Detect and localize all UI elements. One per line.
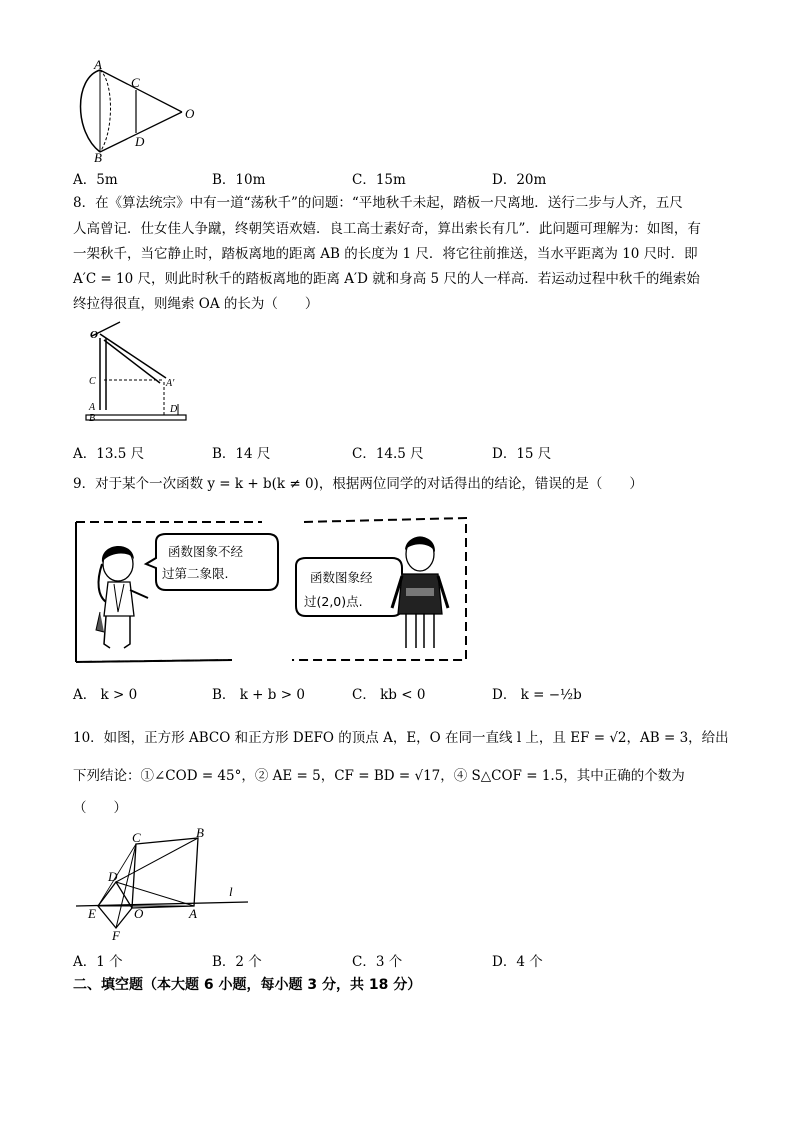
q10-option-b: B．2 个	[212, 954, 262, 970]
q7-label-c: C	[131, 75, 140, 90]
q7-option-c: C．15m	[352, 172, 406, 188]
q9-option-a: A． k > 0	[73, 687, 138, 703]
q8-swing-figure	[80, 318, 195, 430]
q10-line-3: （ ）	[73, 800, 127, 816]
q9-stem: 9．对于某个一次函数 y = k + b(k ≠ 0)，根据两位同学的对话得出的结论，错误的是（ ）	[73, 476, 643, 492]
girl-figure	[96, 546, 148, 648]
q10-line-2: 下列结论：①∠COD = 45°，② AE = 5，CF = BD = √17，④ S△COF = 1.5，其中正确的个数为	[73, 768, 685, 784]
left-speech-bubble	[146, 534, 278, 590]
q8-line-3: 一架秋千，当它静止时，踏板离地的距离 AB 的长度为 1 尺．将它往前推送，当水平距离为 10 尺时．即	[73, 246, 698, 262]
section-2-heading: 二、填空题（本大题 6 小题，每小题 3 分，共 18 分）	[73, 977, 422, 993]
right-bubble-line-1: 函数图象经	[310, 570, 373, 585]
q7-cone-figure	[70, 60, 210, 165]
q7-label-b: B	[94, 150, 102, 165]
q10-option-c: C．3 个	[352, 954, 403, 970]
q8-line-5: 终拉得很直，则绳索 OA 的长为（ ）	[73, 296, 319, 312]
boy-figure	[392, 537, 448, 648]
q9-option-b: B． k + b > 0	[212, 687, 305, 703]
q10-label-c: C	[132, 830, 141, 845]
q10-label-d: D	[108, 869, 118, 884]
q10-option-a: A．1 个	[73, 954, 123, 970]
q7-option-a: A．5m	[73, 172, 118, 188]
q8-option-a: A．13.5 尺	[73, 446, 145, 462]
q8-label-b: B	[89, 413, 96, 424]
q8-label-c: C	[89, 376, 96, 387]
q7-option-b: B．10m	[212, 172, 266, 188]
right-bubble-line-2: 过(2,0)点.	[304, 594, 363, 609]
q8-label-a-prime: A′	[166, 378, 175, 389]
q7-label-o: O	[185, 106, 195, 121]
q8-option-b: B．14 尺	[212, 446, 271, 462]
q10-label-l: l	[229, 884, 233, 899]
q10-squares-figure	[72, 826, 252, 944]
q8-line-2: 人高曾记．仕女佳人争蹴，终朝笑语欢嬉．良工高士素好奇，算出索长有几”．此问题可理解为：如图，有	[73, 221, 701, 237]
q9-option-c: C． kb < 0	[352, 687, 426, 703]
q10-label-o: O	[134, 906, 144, 921]
q10-label-a: A	[189, 906, 197, 921]
q10-line-1: 10．如图，正方形 ABCO 和正方形 DEFO 的顶点 A，E，O 在同一直线 l 上，且 EF = √2，AB = 3，给出	[73, 730, 729, 746]
q9-dialogue-figure	[72, 512, 470, 668]
left-bubble-line-1: 函数图象不经	[168, 544, 244, 559]
q8-option-d: D．15 尺	[492, 446, 552, 462]
q7-option-d: D．20m	[492, 172, 547, 188]
q10-label-e: E	[88, 906, 96, 921]
q10-label-b: B	[196, 826, 204, 840]
q8-line-1: 8．在《算法统宗》中有一道“荡秋千”的问题：“平地秋千未起，踏板一尺离地．送行二步与人齐，五尺	[73, 195, 683, 211]
left-bubble-line-2: 过第二象限.	[162, 566, 229, 581]
q10-label-f: F	[112, 928, 120, 943]
q8-label-d: D	[170, 404, 178, 415]
q10-option-d: D．4 个	[492, 954, 543, 970]
q8-option-c: C．14.5 尺	[352, 446, 424, 462]
q9-option-d: D． k = −½b	[492, 687, 582, 703]
q7-label-a: A	[94, 60, 102, 72]
q7-label-d: D	[135, 134, 145, 149]
q8-label-a: A	[89, 402, 96, 413]
q8-line-4: A′C = 10 尺，则此时秋千的踏板离地的距离 A′D 就和身高 5 尺的人一样高．若运动过程中秋千的绳索始	[73, 271, 700, 287]
q8-label-o: O	[90, 329, 98, 341]
